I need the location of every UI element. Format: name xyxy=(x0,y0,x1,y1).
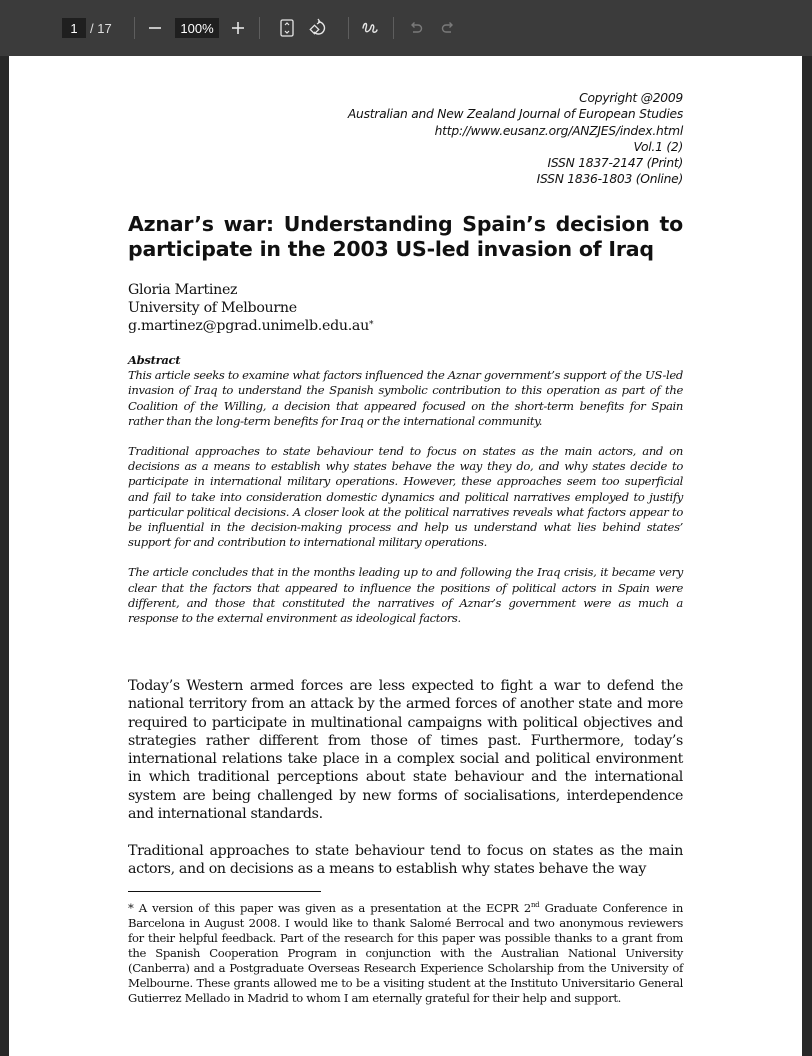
fit-page-button[interactable] xyxy=(276,17,298,39)
abstract-paragraph: This article seeks to examine what factors influenced the Aznar government’s support of the US-led invasion of Iraq to understand the Spanish symbolic contribution to this operation as part of the Coalition of the Willing, a decision that appeared focused on the short-term benefits for Spain rather than the long-term benefits for Iraq or the international community. xyxy=(128,368,683,428)
undo-button[interactable] xyxy=(405,17,427,39)
footnote-divider xyxy=(128,891,321,892)
footnote-ordinal: nd xyxy=(530,901,540,909)
redo-button[interactable] xyxy=(437,17,459,39)
copyright-line: Copyright @2009 xyxy=(579,91,683,105)
zoom-in-button[interactable] xyxy=(227,17,249,39)
toolbar-divider xyxy=(259,17,260,39)
journal-url[interactable]: http://www.eusanz.org/ANZJES/index.html xyxy=(434,123,683,138)
author-affiliation: University of Melbourne xyxy=(128,300,297,317)
footnote-marker: * xyxy=(368,320,374,331)
zoom-out-button[interactable] xyxy=(144,17,166,39)
pdf-toolbar xyxy=(0,0,812,56)
rotate-icon xyxy=(309,18,329,38)
issn-online: ISSN 1836-1803 (Online) xyxy=(536,172,683,187)
abstract-heading: Abstract xyxy=(128,353,181,367)
rotate-button[interactable] xyxy=(308,17,330,39)
plus-icon xyxy=(231,21,245,35)
pdf-page xyxy=(9,56,802,1056)
page-total-label: / 17 xyxy=(90,20,112,36)
issn-print: ISSN 1837-2147 (Print) xyxy=(547,156,683,171)
footnote-text: A version of this paper was given as a presentation at the ECPR 2 xyxy=(133,900,531,915)
footnote-mark: * xyxy=(128,900,134,915)
author-email[interactable]: g.martinez@pgrad.unimelb.edu.au xyxy=(128,318,369,335)
redo-icon xyxy=(440,20,456,36)
body-paragraph: Today’s Western armed forces are less expected to fight a war to defend the national territory from an attack by the armed forces of another state and more required to participate in multinational campaigns with political objectives and strategies rather different from those of times past. Furthermore, today’s international relations take place in a complex social and political environment in which traditional perceptions about state behaviour and the international system are being challenged by new forms of socialisations, interdependence and international standards. xyxy=(128,678,683,823)
volume-line: Vol.1 (2) xyxy=(633,139,683,154)
fit-page-icon xyxy=(280,19,294,37)
toolbar-divider xyxy=(134,17,135,39)
abstract-section xyxy=(128,353,683,641)
draw-icon xyxy=(361,19,379,37)
minus-icon xyxy=(148,21,162,35)
footnote xyxy=(128,898,683,1007)
abstract-paragraph: The article concludes that in the months leading up to and following the Iraq crisis, it became very clear that the factors that appeared to influence the positions of political actors in Spain were different, and those that constituted the narratives of Aznar’s government were as much a response to the external environment as ideological factors. xyxy=(128,565,683,626)
body-paragraph: Traditional approaches to state behaviour tend to focus on states as the main actors, and on decisions as a means to establish why states behave the way xyxy=(128,842,683,877)
author-block xyxy=(128,281,683,336)
abstract-paragraph: Traditional approaches to state behaviour tend to focus on states as the main actors, and on decisions as a means to establish why states behave the way they do, and why states decide to participate in international military operations. However, these approaches seem too superficial and fail to take into consideration domestic dynamics and political narratives employed to justify particular political decisions. A closer look at the political narratives reveals what factors appear to be influential in the decision-making process and help us understand what lies behind states’ support for and contribution to international military operations. xyxy=(128,444,683,550)
author-email-line xyxy=(128,317,683,335)
body-text xyxy=(128,677,683,897)
page-number-input[interactable]: 1 xyxy=(62,18,86,38)
zoom-level-input[interactable]: 100% xyxy=(175,18,219,38)
draw-button[interactable] xyxy=(359,17,381,39)
journal-header xyxy=(128,90,683,188)
toolbar-divider xyxy=(393,17,394,39)
article-title: Aznar’s war: Understanding Spain’s decision to participate in the 2003 US-led invasion of Iraq xyxy=(128,212,683,261)
footnote-text-cont: Graduate Conference in Barcelona in August 2008. I would like to thank Salomé Berrocal and two anonymous reviewers for their helpful feedback. Part of the research for this paper was possible thanks to a grant from the Spanish Cooperation Program in conjunction with the Australian National University (Canberra) and a Postgraduate Overseas Research Experience Scholarship from the University of Melbourne. These grants allowed me to be a visiting student at the Instituto Universitario General Gutierrez Mellado in Madrid to whom I am eternally grateful for their help and support. xyxy=(128,900,684,1006)
undo-icon xyxy=(408,20,424,36)
toolbar-divider xyxy=(348,17,349,39)
journal-name: Australian and New Zealand Journal of European Studies xyxy=(347,107,683,122)
author-name: Gloria Martinez xyxy=(128,282,238,298)
